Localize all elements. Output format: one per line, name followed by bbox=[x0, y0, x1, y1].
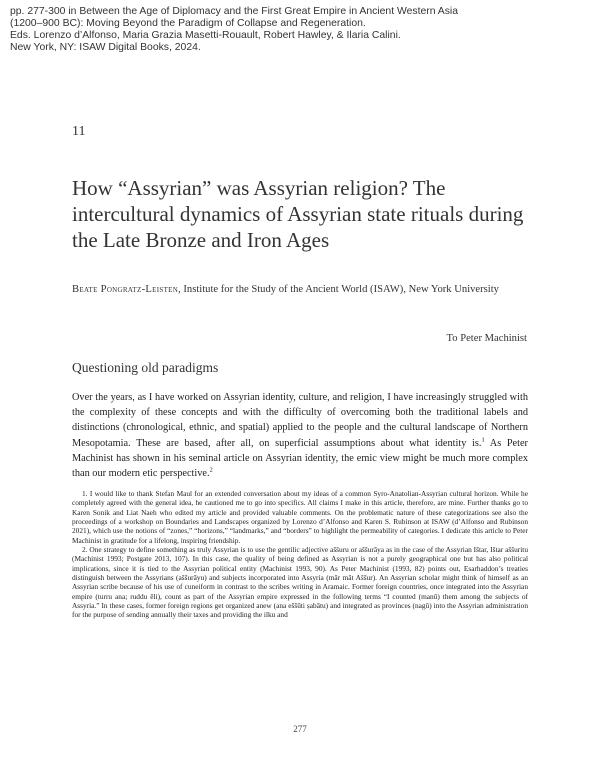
citation-line-3: Eds. Lorenzo d’Alfonso, Maria Grazia Masetti-Rouault, Robert Hawley, & Ilaria Calini. bbox=[10, 30, 401, 41]
citation-line-1: pp. 277-300 in Between the Age of Diplomacy and the First Great Empire in Ancient Western Asia bbox=[10, 6, 459, 17]
page-number: 277 bbox=[293, 724, 307, 734]
body-paragraph bbox=[72, 390, 528, 481]
author-affiliation: , Institute for the Study of the Ancient World (ISAW), New York University bbox=[178, 284, 499, 295]
citation-line-4: New York, NY: ISAW Digital Books, 2024. bbox=[10, 42, 201, 53]
footnotes bbox=[72, 489, 528, 620]
footnote-2: 2. One strategy to define something as truly Assyrian is to use the gentilic adjective aššuru or aššurāya as in the case of the Assyrian Ištar, Ištar aššuritu (Machinist 1993; Postgate 2013, 107). In this case, the quality of being defined as Assyrian is not a purely geographical one but has also political implications, since it is tied to the Assyrian political entity (Machinist 1993, 90). As Peter Machinist (1993, 82) points out, Esarhaddon’s treaties distinguish between the Assyrians (aššurāyu) and subjects incorporated into Assyria (mār māt Aššur). An Assyrian scholar might think of himself as an Assyrian scribe because of his use of cuneiform in contrast to the scribes writing in Aramaic. Former foreign countries, once integrated into the Assyrian empire (turru ana; ruddu ēli), count as part of the Assyrian empire expressed in the following terms “I counted (manû) them among the subjects of Assyria.” In these cases, former foreign regions get organized anew (ana eššūti ṣabātu) and integrated as provinces (nagû) into the Assyrian administration for the purpose of sending annually their taxes and providing the ilku and bbox=[72, 545, 528, 620]
article-title: How “Assyrian” was Assyrian religion? The intercultural dynamics of Assyrian state rituals during the Late Bronze and Iron Ages bbox=[72, 176, 524, 252]
citation-header bbox=[10, 6, 590, 54]
body-text-part-2: As Peter Machinist has shown in his seminal article on Assyrian identity, the emic view might be much more complex than our modern etic perspective. bbox=[72, 437, 528, 480]
author-line bbox=[72, 282, 532, 297]
section-heading: Questioning old paradigms bbox=[72, 360, 219, 375]
footnote-1: 1. I would like to thank Stefan Maul for an extended conversation about my ideas of a common Syro-Anatolian-Assyrian cultural horizon. While he completely agreed with the general idea, he cautioned me to go into specifics. All claims I make in this article, therefore, are mine. Further thanks go to Karen Sonik and Liat Naeh who edited my article and provided valuable comments. On the problematic nature of these categorizations see also the proceedings of a workshop on Boundaries and Landscapes organized by Lorenzo d’Alfonso and Karen S. Rubinson at ISAW (d’Alfonso and Rubinson 2021), which use the notions of “zones,” “horizons,” “landmarks,” and “borders” to highlight the permeability of categories. I dedicate this article to Peter Machinist in gratitude for a lifelong, inspiring friendship. bbox=[72, 489, 528, 545]
citation-line-2: (1200–900 BC): Moving Beyond the Paradigm of Collapse and Regeneration. bbox=[10, 18, 366, 29]
footnote-ref-1[interactable]: 1 bbox=[481, 436, 485, 444]
footnote-ref-2[interactable]: 2 bbox=[209, 466, 213, 474]
dedication: To Peter Machinist bbox=[446, 333, 527, 344]
body-text-part-1: Over the years, as I have worked on Assyrian identity, culture, and religion, I have increasingly struggled with the complexity of these concepts and with the difficulty of overcoming both the traditional labels and distinctions (chronological, ethnic, and spatial) applied to the people and the cultural landscape of Northern Mesopotamia. These are based, after all, on superficial assumptions about what identity is. bbox=[72, 392, 528, 449]
chapter-number: 11 bbox=[72, 124, 86, 139]
author-name: Beate Pongratz-Leisten bbox=[72, 284, 179, 295]
